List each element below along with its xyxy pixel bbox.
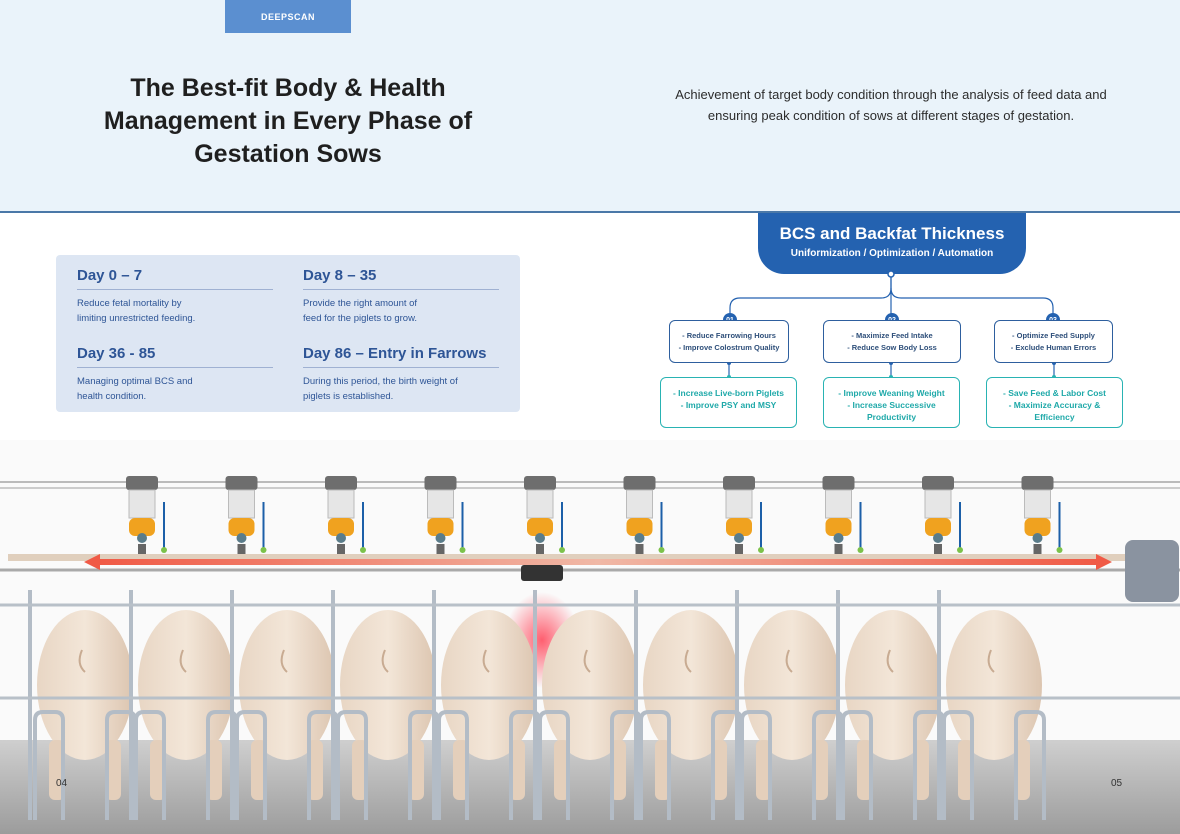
phase-title: Day 86 – Entry in Farrows (303, 345, 499, 368)
brand-tab: DEEPSCAN (225, 0, 351, 33)
bcs-title: BCS and Backfat Thickness (779, 224, 1005, 243)
phase-desc: Managing optimal BCS and health condition. (77, 376, 193, 402)
bcs-subtitle: Uniformization / Optimization / Automation (790, 248, 994, 259)
page-number-left: 04 (56, 778, 68, 789)
benefit-box: - Maximize Feed Intake - Reduce Sow Body Loss (823, 320, 961, 363)
barn-illustration (0, 440, 1180, 834)
phase-title: Day 0 – 7 (77, 267, 273, 290)
intro-text: Achievement of target body condition through the analysis of feed data and ensuring peak condition of sows at different stages of gestation. (675, 87, 1107, 123)
result-box: - Improve Weaning Weight - Increase Successive Productivity (823, 377, 960, 428)
phase-title: Day 8 – 35 (303, 267, 499, 290)
phase-desc: During this period, the birth weight of piglets is established. (303, 376, 458, 402)
benefit-box: - Reduce Farrowing Hours - Improve Colostrum Quality (669, 320, 789, 363)
result-box: - Increase Live-born Piglets - Improve PSY and MSY (660, 377, 797, 428)
phase-desc: Provide the right amount of feed for the piglets to grow. (303, 298, 418, 324)
benefit-box: - Optimize Feed Supply - Exclude Human Errors (994, 320, 1113, 363)
phase-desc: Reduce fetal mortality by limiting unrestricted feeding. (77, 298, 196, 324)
phase-title: Day 36 - 85 (77, 345, 273, 368)
result-box: - Save Feed & Labor Cost - Maximize Accuracy & Efficiency (986, 377, 1123, 428)
page-number-right: 05 (1111, 778, 1123, 789)
page-title: The Best-fit Body & Health Management in Every Phase of Gestation Sows (103, 74, 473, 168)
